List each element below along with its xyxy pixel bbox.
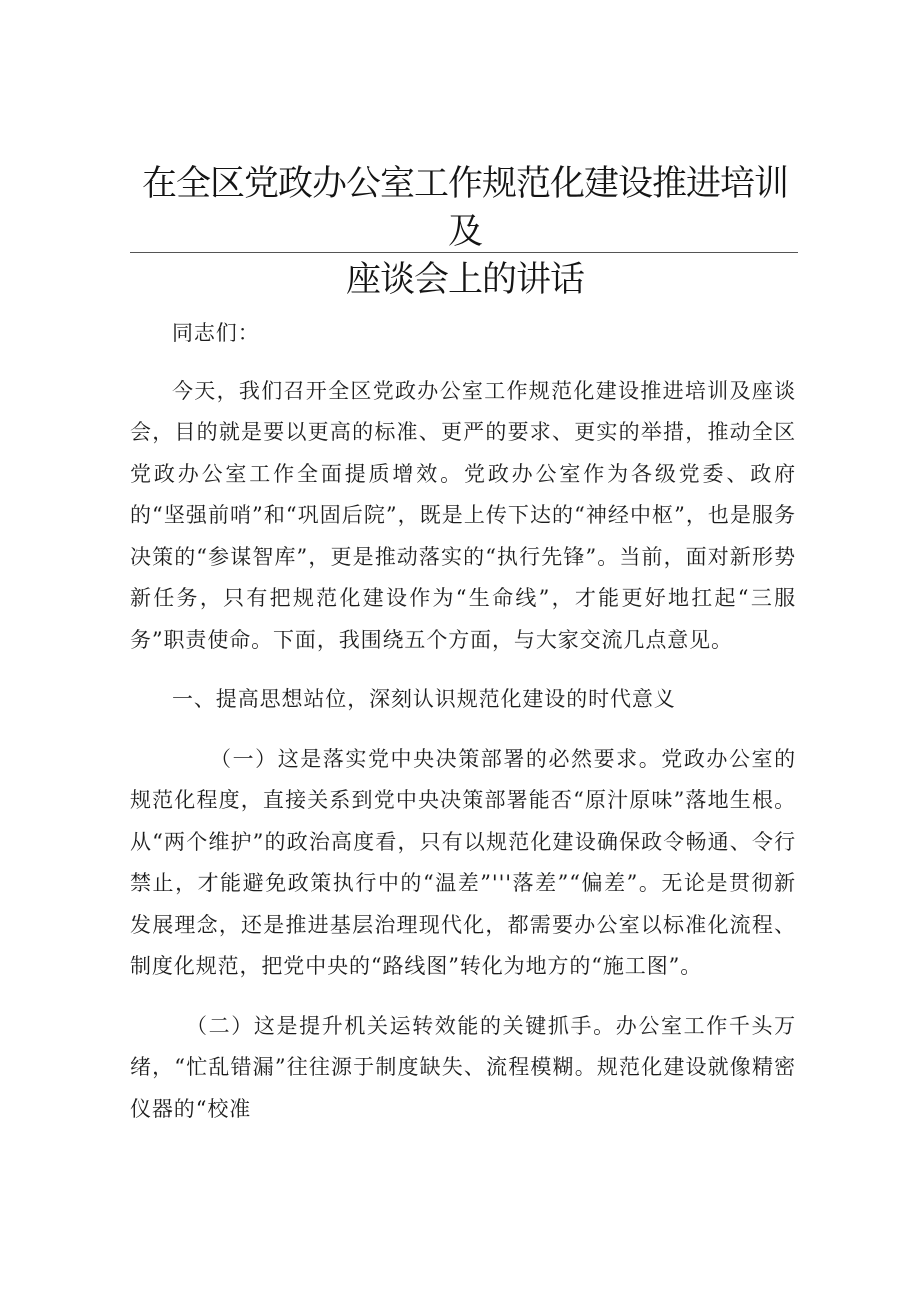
paragraph-intro: 今天，我们召开全区党政办公室工作规范化建设推进培训及座谈会，目的就是要以更高的标准、更严的要求、更实的举措，推动全区党政办公室工作全面提质增效。党政办公室作为各级党委、政府的“坚强前哨”和“巩固后院”，既是上传下达的“神经中枢”，也是服务决策的“参谋智库”，更是推动落实的“执行先锋”。当前，面对新形势新任务，只有把规范化建设作为“生命线”，才能更好地扛起“三服务”职责使命。下面，我围绕五个方面，与大家交流几点意见。 xyxy=(130,378,796,652)
document-title xyxy=(130,160,800,304)
salutation: 同志们： xyxy=(172,321,260,345)
title-divider xyxy=(130,252,798,253)
section-heading-1: 一、提高思想站位，深刻认识规范化建设的时代意义 xyxy=(172,687,676,711)
paragraph-point-2: （二）这是提升机关运转效能的关键抓手。办公室工作千头万绪，“忙乱错漏”往往源于制度缺失、流程模糊。规范化建设就像精密仪器的“校准 xyxy=(130,1013,796,1121)
document-body xyxy=(130,313,796,1130)
title-line-1: 在全区党政办公室工作规范化建设推进培训及 xyxy=(141,164,788,252)
paragraph-point-1: （一）这是落实党中央决策部署的必然要求。党政办公室的规范化程度，直接关系到党中央决策部署能否“原汁原味”落地生根。从“两个维护”的政治高度看，只有以规范化建设确保政令畅通、令行禁止，才能避免政策执行中的“温差”'''落差”“偏差”。无论是贯彻新发展理念，还是推进基层治理现代化，都需要办公室以标准化流程、制度化规范，把党中央的“路线图”转化为地方的“施工图”。 xyxy=(130,746,796,978)
title-line-2: 座谈会上的讲话 xyxy=(345,260,584,300)
